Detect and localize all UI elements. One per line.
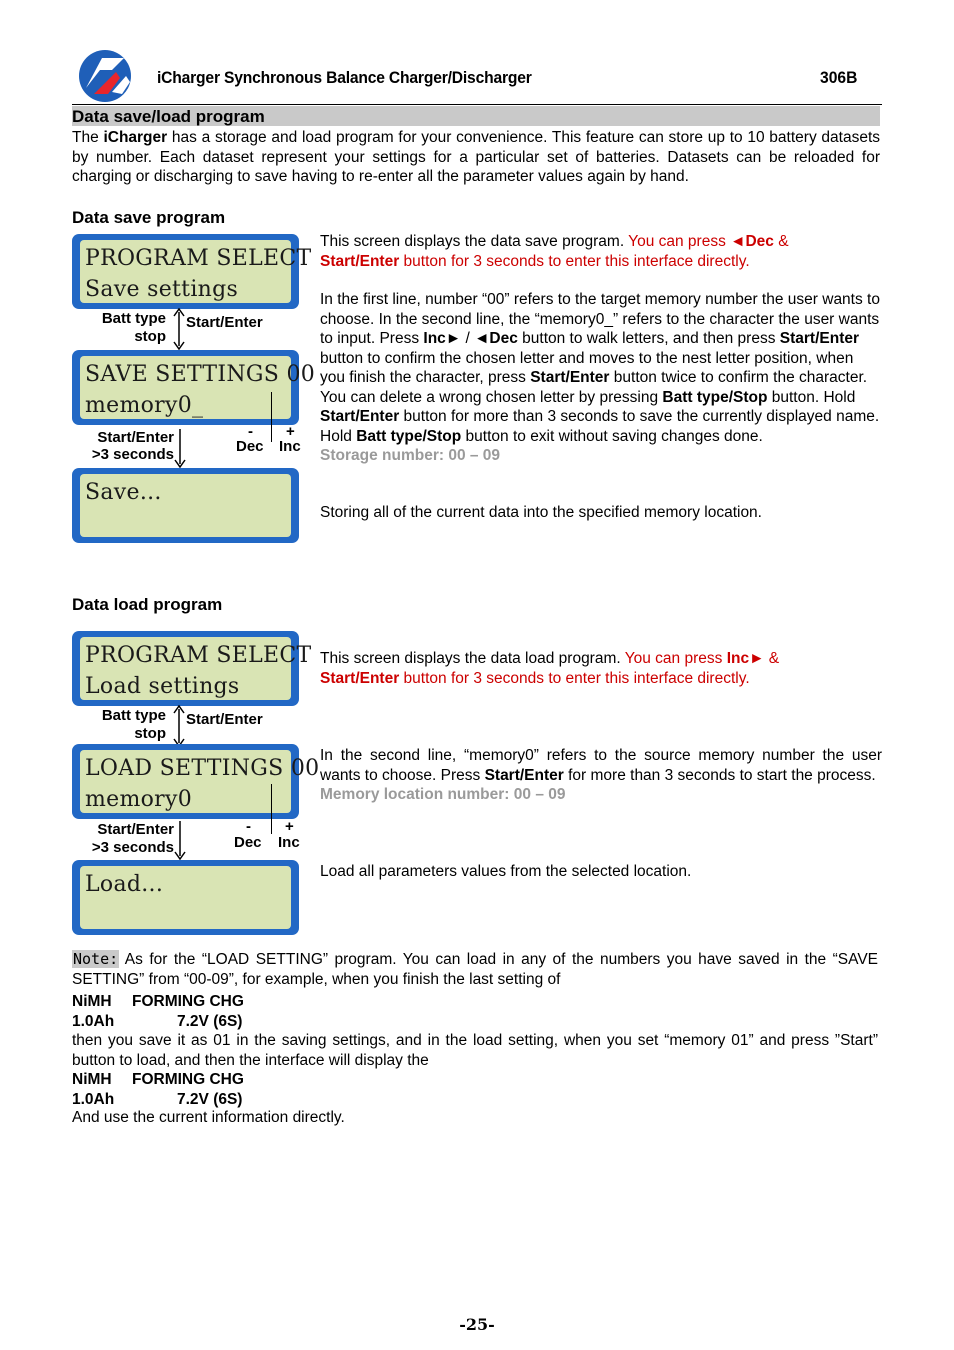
note-example-1: [72, 992, 244, 1031]
note-text-3: And use the current information directly.: [72, 1109, 345, 1126]
lcd-line-1: PROGRAM SELECT: [85, 643, 312, 668]
text: FORMING CHG: [132, 993, 244, 1010]
text: for more than 3 seconds to start the process.: [563, 766, 876, 784]
text: FORMING CHG: [132, 1071, 244, 1088]
label-dec: Dec: [236, 438, 264, 455]
text: Batt type/Stop: [662, 388, 768, 406]
text: NiMH: [72, 1071, 112, 1088]
text: In the second line, “memory0” refers to the source memory number the user wants to choose. Press: [320, 747, 882, 784]
text: Start/Enter: [530, 369, 610, 386]
label-minus: -: [246, 818, 251, 835]
load-description-3: Load all parameters values from the selected location.: [320, 863, 692, 880]
text: This screen displays the data save program.: [320, 233, 629, 250]
text: ◄Dec: [474, 330, 518, 347]
text: button for 3 seconds to enter this interface directly.: [399, 669, 750, 687]
down-arrow-icon: [173, 428, 187, 468]
lcd-line-2: memory0_: [85, 393, 204, 418]
storage-number-range: Storage number: 00 – 09: [320, 447, 501, 464]
label-batt-type: Batt type: [101, 707, 166, 724]
header-model: 306B: [820, 68, 858, 87]
load-lcd-loading: [72, 860, 299, 935]
note-example-2: [72, 1070, 244, 1109]
header-title: iCharger Synchronous Balance Charger/Discharger: [157, 68, 532, 87]
section-title: Data save/load program: [72, 107, 265, 126]
save-description-3: Storing all of the current data into the specified memory location.: [320, 504, 762, 521]
lcd-line-2: memory0: [85, 787, 193, 812]
text: You can press: [628, 233, 731, 250]
intro-paragraph: [72, 128, 880, 187]
label-plus: +: [286, 423, 295, 440]
lcd-screen: [80, 474, 291, 537]
label-stop: stop: [134, 328, 166, 345]
lcd-line-1: SAVE SETTINGS 00: [85, 362, 316, 387]
lcd-line-1: Save...: [85, 480, 162, 505]
text: Start/Enter: [320, 408, 400, 425]
load-description-2: [320, 746, 882, 805]
lcd-line-1: Load...: [85, 872, 164, 897]
save-lcd-saving: [72, 468, 299, 543]
text: This screen displays the data load program.: [320, 650, 625, 667]
save-description-2: [320, 290, 882, 466]
note-text-2: then you save it as 01 in the saving settings, and in the load setting, when you set “memory 01” and press ”Start” button to load, and then the interface will display the: [72, 1032, 878, 1069]
lcd-screen: [80, 866, 291, 929]
icharger-logo-icon: [72, 48, 138, 104]
lcd-screen: [80, 240, 312, 303]
save-heading: Data save program: [72, 208, 226, 227]
intro-text-1: The: [72, 129, 104, 146]
section-title-bar: [72, 106, 880, 126]
text: button. Hold: [767, 388, 856, 406]
save-lcd-program-select: [72, 234, 312, 309]
text: Start/Enter: [320, 252, 400, 270]
lcd-pointer-line: [271, 392, 272, 442]
intro-brand: iCharger: [103, 129, 168, 146]
label-minus: -: [248, 423, 253, 440]
label-plus: +: [285, 818, 294, 835]
label-start-enter-2: Start/Enter: [97, 821, 174, 838]
text: button for more than 3 seconds to save the currently displayed name. Hold: [320, 408, 880, 445]
label-inc: Inc: [279, 438, 301, 455]
lcd-line-1: PROGRAM SELECT: [85, 246, 312, 271]
load-description-1: [320, 649, 882, 688]
double-arrow-icon: [172, 308, 186, 350]
text: In the first line, number “00” refers to the target memory number the user wants to choose. In the second line, the “memory0_” refers to the character the user wants to input. Press: [320, 291, 880, 347]
text: 7.2V (6S): [177, 1090, 243, 1108]
text: Start/Enter: [779, 330, 860, 347]
lcd-line-2: Save settings: [85, 277, 239, 302]
label-batt-type: Batt type: [101, 310, 166, 327]
down-arrow-icon: [173, 820, 187, 860]
text: button to confirm the chosen letter and moves to the nest letter position, when you finish the character, press: [320, 349, 854, 386]
label-gt3-seconds: >3 seconds: [91, 839, 174, 856]
label-dec: Dec: [234, 834, 262, 851]
note-tag: Note:: [73, 950, 119, 968]
save-description-1: [320, 232, 882, 271]
text: Start/Enter: [320, 669, 400, 687]
text: &: [773, 233, 789, 250]
lcd-screen: [80, 356, 316, 419]
text: Batt type/Stop: [356, 427, 462, 445]
text: NiMH: [72, 993, 112, 1010]
text: ◄Dec: [730, 233, 774, 250]
text: button twice to confirm the character. You can delete a wrong chosen letter by pressing: [320, 369, 868, 406]
intro-text-2: has a storage and load program for your convenience. This feature can store up to 10 battery datasets by number. Each dataset represent your settings for a particular set of batteries. Datasets can be reloaded for charging or discharging to save having to re-enter all the parameter values again by hand.: [72, 129, 881, 185]
text: Start/Enter: [484, 766, 564, 784]
text: button to exit without saving changes done.: [461, 427, 763, 445]
lcd-screen: [80, 637, 312, 700]
page-number: -25-: [459, 1315, 495, 1334]
load-lcd-load-settings: [72, 744, 320, 819]
memory-location-range: Memory location number: 00 – 09: [320, 786, 566, 803]
text: Inc►: [726, 650, 765, 667]
text: 7.2V (6S): [177, 1012, 243, 1030]
save-lcd-save-settings: [72, 350, 316, 425]
header-divider: [72, 104, 882, 105]
double-arrow-icon: [172, 705, 186, 747]
note-text-1: As for the “LOAD SETTING” program. You can load in any of the numbers you have saved in the “SAVE SETTING” from “00-09”, for example, when you finish the last setting of: [72, 951, 878, 988]
label-stop: stop: [134, 725, 166, 742]
load-heading: Data load program: [72, 595, 223, 614]
lcd-screen: [80, 750, 320, 813]
label-start-enter: Start/Enter: [186, 711, 263, 728]
load-lcd-program-select: [72, 631, 312, 706]
text: Inc►: [423, 330, 462, 347]
text: 1.0Ah: [72, 1012, 115, 1030]
text: You can press: [624, 650, 727, 667]
text: button to walk letters, and then press: [517, 330, 780, 347]
text: button for 3 seconds to enter this interface directly.: [399, 252, 750, 270]
label-start-enter-2: Start/Enter: [97, 429, 174, 446]
note-paragraph: [72, 950, 878, 989]
label-inc: Inc: [278, 834, 300, 851]
lcd-line-1: LOAD SETTINGS 00: [85, 756, 320, 781]
lcd-line-2: Load settings: [85, 674, 240, 699]
text: /: [461, 330, 475, 347]
label-gt3-seconds: >3 seconds: [91, 446, 174, 463]
text: &: [764, 650, 780, 667]
text: 1.0Ah: [72, 1090, 115, 1108]
label-start-enter: Start/Enter: [186, 314, 263, 331]
lcd-pointer-line: [271, 784, 272, 834]
